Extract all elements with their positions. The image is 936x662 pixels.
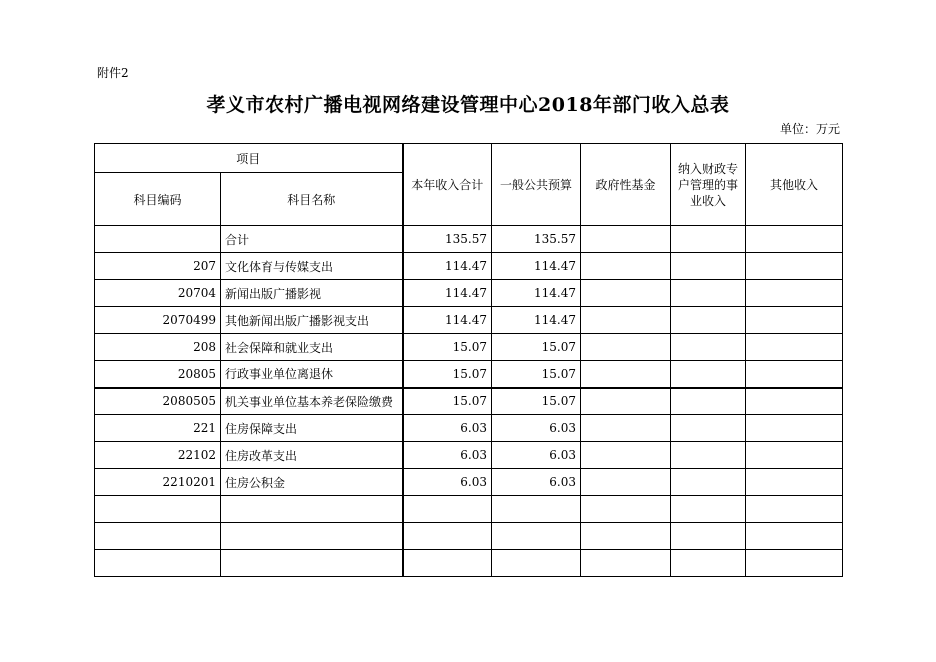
header-code: 科目编码: [95, 173, 221, 226]
cell-code: 2070499: [95, 307, 221, 334]
header-gov-fund: 政府性基金: [581, 144, 671, 226]
cell-name: [221, 550, 403, 577]
cell-special-account: [671, 442, 746, 469]
cell-name: 住房改革支出: [221, 442, 403, 469]
cell-gov-fund: [581, 280, 671, 307]
cell-general-budget: [492, 496, 581, 523]
cell-total: [403, 550, 492, 577]
cell-general-budget: 114.47: [492, 253, 581, 280]
cell-code: [95, 226, 221, 253]
cell-gov-fund: [581, 496, 671, 523]
header-row-1: [95, 144, 843, 173]
cell-name: 社会保障和就业支出: [221, 334, 403, 361]
cell-code: 20704: [95, 280, 221, 307]
cell-other-income: [746, 280, 843, 307]
cell-special-account: [671, 334, 746, 361]
cell-name: 文化体育与传媒支出: [221, 253, 403, 280]
cell-code: [95, 523, 221, 550]
cell-total: 6.03: [403, 469, 492, 496]
cell-total: 15.07: [403, 388, 492, 415]
table-row: [95, 361, 843, 388]
cell-code: 22102: [95, 442, 221, 469]
cell-gov-fund: [581, 388, 671, 415]
cell-total: 15.07: [403, 334, 492, 361]
cell-special-account: [671, 469, 746, 496]
cell-special-account: [671, 253, 746, 280]
cell-total: 6.03: [403, 415, 492, 442]
header-general-budget: 一般公共预算: [492, 144, 581, 226]
cell-general-budget: 15.07: [492, 388, 581, 415]
cell-name: 机关事业单位基本养老保险缴费: [221, 388, 403, 415]
table-row: [95, 442, 843, 469]
cell-name: 行政事业单位离退休: [221, 361, 403, 388]
cell-other-income: [746, 415, 843, 442]
cell-name: [221, 523, 403, 550]
cell-name: 住房保障支出: [221, 415, 403, 442]
cell-special-account: [671, 388, 746, 415]
cell-gov-fund: [581, 334, 671, 361]
table-row: [95, 496, 843, 523]
cell-other-income: [746, 550, 843, 577]
table-row: [95, 550, 843, 577]
cell-gov-fund: [581, 550, 671, 577]
cell-code: 207: [95, 253, 221, 280]
cell-special-account: [671, 226, 746, 253]
cell-total: 6.03: [403, 442, 492, 469]
cell-special-account: [671, 280, 746, 307]
cell-gov-fund: [581, 226, 671, 253]
cell-other-income: [746, 496, 843, 523]
cell-special-account: [671, 307, 746, 334]
cell-general-budget: 114.47: [492, 307, 581, 334]
cell-other-income: [746, 226, 843, 253]
cell-gov-fund: [581, 523, 671, 550]
cell-gov-fund: [581, 415, 671, 442]
header-other-income: 其他收入: [746, 144, 843, 226]
cell-other-income: [746, 388, 843, 415]
cell-special-account: [671, 361, 746, 388]
unit-label: 单位：万元: [779, 122, 840, 136]
cell-gov-fund: [581, 442, 671, 469]
cell-code: 20805: [95, 361, 221, 388]
cell-code: [95, 550, 221, 577]
cell-special-account: [671, 550, 746, 577]
cell-code: [95, 496, 221, 523]
cell-name: 新闻出版广播影视: [221, 280, 403, 307]
cell-other-income: [746, 253, 843, 280]
cell-special-account: [671, 415, 746, 442]
cell-general-budget: 6.03: [492, 469, 581, 496]
table-row: [95, 388, 843, 415]
cell-general-budget: 15.07: [492, 334, 581, 361]
header-name: 科目名称: [221, 173, 403, 226]
cell-gov-fund: [581, 469, 671, 496]
cell-total: 114.47: [403, 307, 492, 334]
cell-code: 2210201: [95, 469, 221, 496]
cell-other-income: [746, 442, 843, 469]
page-title: 孝义市农村广播电视网络建设管理中心2018年部门收入总表: [206, 94, 730, 116]
cell-code: 221: [95, 415, 221, 442]
cell-general-budget: 114.47: [492, 280, 581, 307]
header-total: 本年收入合计: [403, 144, 492, 226]
header-project: 项目: [95, 144, 403, 173]
cell-general-budget: 135.57: [492, 226, 581, 253]
table-row: [95, 280, 843, 307]
cell-total: 114.47: [403, 280, 492, 307]
cell-name: [221, 496, 403, 523]
attachment-label: 附件2: [97, 66, 129, 80]
cell-name: 住房公积金: [221, 469, 403, 496]
cell-general-budget: [492, 550, 581, 577]
cell-total: 135.57: [403, 226, 492, 253]
cell-gov-fund: [581, 253, 671, 280]
income-summary-table: [94, 143, 843, 577]
table-row: [95, 334, 843, 361]
cell-name: 其他新闻出版广播影视支出: [221, 307, 403, 334]
cell-other-income: [746, 307, 843, 334]
cell-total: [403, 496, 492, 523]
cell-code: 208: [95, 334, 221, 361]
cell-total: 15.07: [403, 361, 492, 388]
cell-general-budget: 6.03: [492, 442, 581, 469]
table-row: [95, 469, 843, 496]
table-row: [95, 415, 843, 442]
cell-general-budget: 6.03: [492, 415, 581, 442]
table-row: [95, 307, 843, 334]
cell-other-income: [746, 334, 843, 361]
cell-other-income: [746, 361, 843, 388]
cell-total: [403, 523, 492, 550]
cell-special-account: [671, 523, 746, 550]
table-row: [95, 523, 843, 550]
cell-general-budget: [492, 523, 581, 550]
cell-general-budget: 15.07: [492, 361, 581, 388]
cell-name: 合计: [221, 226, 403, 253]
cell-other-income: [746, 523, 843, 550]
header-special-account: 纳入财政专户管理的事业收入: [671, 144, 746, 226]
table-row: [95, 253, 843, 280]
cell-code: 2080505: [95, 388, 221, 415]
cell-gov-fund: [581, 361, 671, 388]
cell-other-income: [746, 469, 843, 496]
cell-total: 114.47: [403, 253, 492, 280]
cell-gov-fund: [581, 307, 671, 334]
table-row: [95, 226, 843, 253]
cell-special-account: [671, 496, 746, 523]
